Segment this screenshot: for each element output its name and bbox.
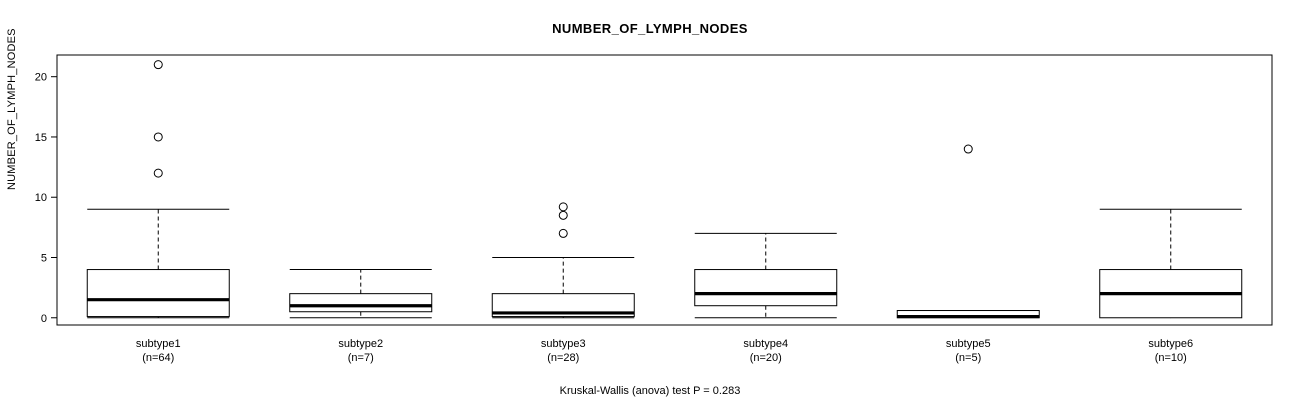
- chart-title: NUMBER_OF_LYMPH_NODES: [552, 21, 748, 36]
- category-count-label: (n=7): [347, 352, 374, 364]
- y-tick-label: 0: [40, 312, 47, 325]
- box-iqr: [695, 270, 837, 306]
- box-group: [492, 203, 634, 318]
- y-tick-label: 15: [34, 131, 47, 144]
- category-count-label: (n=20): [749, 352, 782, 364]
- y-axis-label: NUMBER_OF_LYMPH_NODES: [6, 28, 18, 190]
- outlier-point: [154, 61, 162, 69]
- outlier-point: [559, 229, 567, 237]
- outlier-point: [559, 203, 567, 211]
- category-count-label: (n=28): [547, 352, 580, 364]
- category-label: subtype3: [540, 338, 586, 350]
- statistical-test-annotation: Kruskal-Wallis (anova) test P = 0.283: [559, 385, 741, 397]
- plot-frame: [57, 55, 1272, 325]
- outlier-point: [559, 211, 567, 219]
- box-group: [1100, 209, 1242, 317]
- box-group: [897, 145, 1039, 318]
- box-group: [290, 270, 432, 318]
- y-tick-label: 20: [34, 71, 47, 84]
- outlier-point: [964, 145, 972, 153]
- outlier-point: [154, 133, 162, 141]
- category-label: subtype1: [135, 338, 181, 350]
- category-label: subtype6: [1148, 338, 1194, 350]
- box-group: [695, 233, 837, 317]
- category-label: subtype2: [338, 338, 384, 350]
- category-count-label: (n=64): [142, 352, 175, 364]
- category-count-label: (n=10): [1154, 352, 1187, 364]
- category-label: subtype4: [743, 338, 789, 350]
- y-tick-label: 5: [40, 252, 47, 265]
- category-count-label: (n=5): [955, 352, 982, 364]
- y-tick-label: 10: [34, 192, 47, 205]
- outlier-point: [154, 169, 162, 177]
- box-iqr: [290, 294, 432, 312]
- category-label: subtype5: [945, 338, 991, 350]
- box-iqr: [87, 270, 229, 317]
- box-group: [87, 61, 229, 318]
